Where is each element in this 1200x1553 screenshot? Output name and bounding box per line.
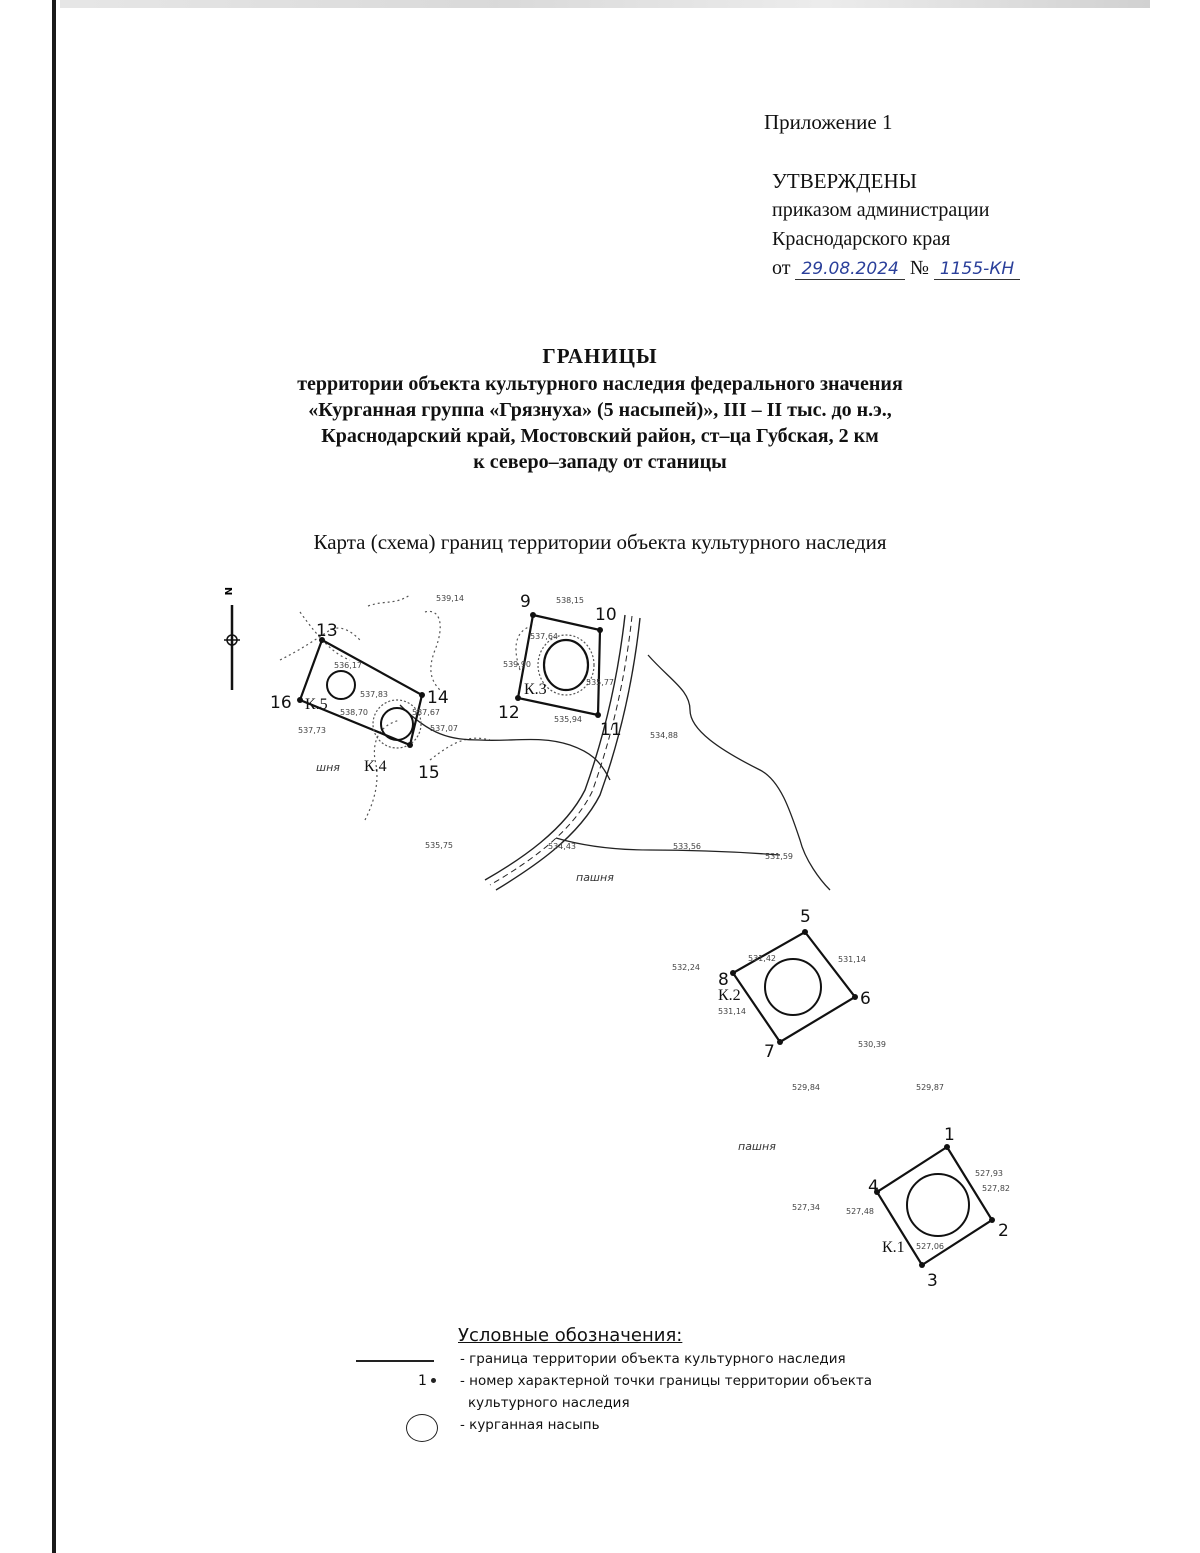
elevation-mark: 531,42 [748,954,776,963]
elevation-mark: 527,93 [975,1169,1003,1178]
point-number-13: 13 [316,621,338,641]
elevation-mark: 535,77 [586,678,614,687]
legend-point-text-cont: культурного наследия [468,1395,630,1411]
elevation-mark: 534,88 [650,731,678,740]
elevation-mark: 533,56 [673,842,701,851]
boundary-k2 [733,932,855,1042]
elevation-mark: 529,84 [792,1083,820,1092]
point-number-1: 1 [944,1125,955,1145]
point-number-9: 9 [520,592,531,612]
elevation-mark: 539,90 [503,660,531,669]
mound-circle-k2 [765,959,821,1015]
mound-circle-icon [406,1414,438,1442]
title-heading: ГРАНИЦЫ [542,344,658,368]
label-k3: К.3 [524,681,547,698]
north-label: N [222,587,233,596]
label-k4: К.4 [364,758,387,775]
elevation-mark: 537,67 [412,708,440,717]
elevation-marks [298,594,1010,1251]
point-10 [597,627,603,633]
legend-row-mound [356,1416,872,1438]
point-number-symbol: 1 [418,1372,436,1391]
elevation-mark: 537,64 [530,632,558,641]
north-arrow [222,587,240,690]
point-3 [919,1262,925,1268]
title-line-2: «Курганная группа «Грязнуха» (5 насыпей)», III – II тыс. до н.э., [308,399,892,421]
boundary-points [297,612,995,1268]
elevation-mark: 531,14 [718,1007,746,1016]
point-number-4: 4 [868,1177,879,1197]
elevation-mark: 537,07 [430,724,458,733]
point-number-16: 16 [270,693,292,713]
legend-heading: Условные обозначения: [458,1325,683,1346]
point-number-14: 14 [427,688,449,708]
mound-circle-k1 [907,1174,969,1236]
title-line-3: Краснодарский край, Мостовский район, ст–ца Губская, 2 км [321,425,879,447]
point-8 [730,970,736,976]
map-caption: Карта (схема) границ территории объекта культурного наследия [313,530,887,554]
point-number-7: 7 [764,1042,775,1062]
elevation-mark: 530,39 [858,1040,886,1049]
elevation-mark: 531,14 [838,955,866,964]
elevation-mark: 527,34 [792,1203,820,1212]
legend-boundary-text: - граница территории объекта культурного наследия [460,1351,846,1367]
number-prefix: № [909,257,929,279]
field-label: пашня [738,1140,776,1153]
elevation-mark: 527,06 [916,1242,944,1251]
mound-k2 [733,932,855,1042]
field-label: пашня [576,871,614,884]
point-number-5: 5 [800,907,811,927]
label-k2: К.2 [718,987,741,1004]
legend-row-boundary [356,1350,872,1372]
elevation-mark: 537,83 [360,690,388,699]
point-11 [595,712,601,718]
point-number-6: 6 [860,989,871,1009]
point-dot-icon [431,1378,436,1383]
legend-row-point [356,1372,872,1394]
point-14 [419,692,425,698]
elevation-mark: 527,48 [846,1207,874,1216]
field-label: шня [316,761,340,774]
elevation-mark: 536,17 [334,661,362,670]
point-2 [989,1217,995,1223]
map-legend [356,1325,872,1438]
boundary-line-symbol [356,1360,434,1362]
elevation-mark: 532,24 [672,963,700,972]
elevation-mark: 535,75 [425,841,453,850]
field-labels [316,761,776,1153]
title-line-4: к северо–западу от станицы [473,451,727,473]
elevation-mark: 527,82 [982,1184,1010,1193]
elevation-mark: 537,73 [298,726,326,735]
handwritten-number: 1155-КН [934,259,1020,280]
legend-point-text: - номер характерной точки границы территории объекта [460,1373,873,1389]
approved-label: УТВЕРЖДЕНЫ [772,169,917,193]
elevation-mark: 535,94 [554,715,582,724]
handwritten-date: 29.08.2024 [795,259,904,280]
label-k1: К.1 [882,1239,905,1256]
point-9 [530,612,536,618]
elevation-mark: 538,70 [340,708,368,717]
elevation-mark: 531,59 [765,852,793,861]
point-number-15: 15 [418,763,440,783]
order-line-1: приказом администрации [772,199,990,221]
point-number-12: 12 [498,703,520,723]
mound-circle-k3 [544,640,588,690]
order-line-2: Краснодарского края [772,228,951,250]
point-number-10: 10 [595,605,617,625]
point-7 [777,1039,783,1045]
legend-row-point-cont [356,1394,872,1416]
from-prefix: от [772,257,791,279]
mound-circle-k5 [327,671,355,699]
legend-mound-text: - курганная насыпь [460,1417,600,1433]
point-number-11: 11 [600,720,622,740]
label-k5: К.5 [305,696,328,713]
title-line-1: территории объекта культурного наследия федерального значения [297,373,903,395]
appendix-label: Приложение 1 [764,110,893,134]
point-16 [297,697,303,703]
point-number-8: 8 [718,970,729,990]
point-15 [407,742,413,748]
elevation-mark: 539,14 [436,594,464,603]
point-6 [852,994,858,1000]
mound-circle-k4 [381,708,413,740]
elevation-mark: 534,43 [548,842,576,851]
point-5 [802,929,808,935]
point-12 [515,695,521,701]
elevation-mark: 538,15 [556,596,584,605]
point-number-3: 3 [927,1271,938,1291]
point-number-2: 2 [998,1221,1009,1241]
elevation-mark: 529,87 [916,1083,944,1092]
